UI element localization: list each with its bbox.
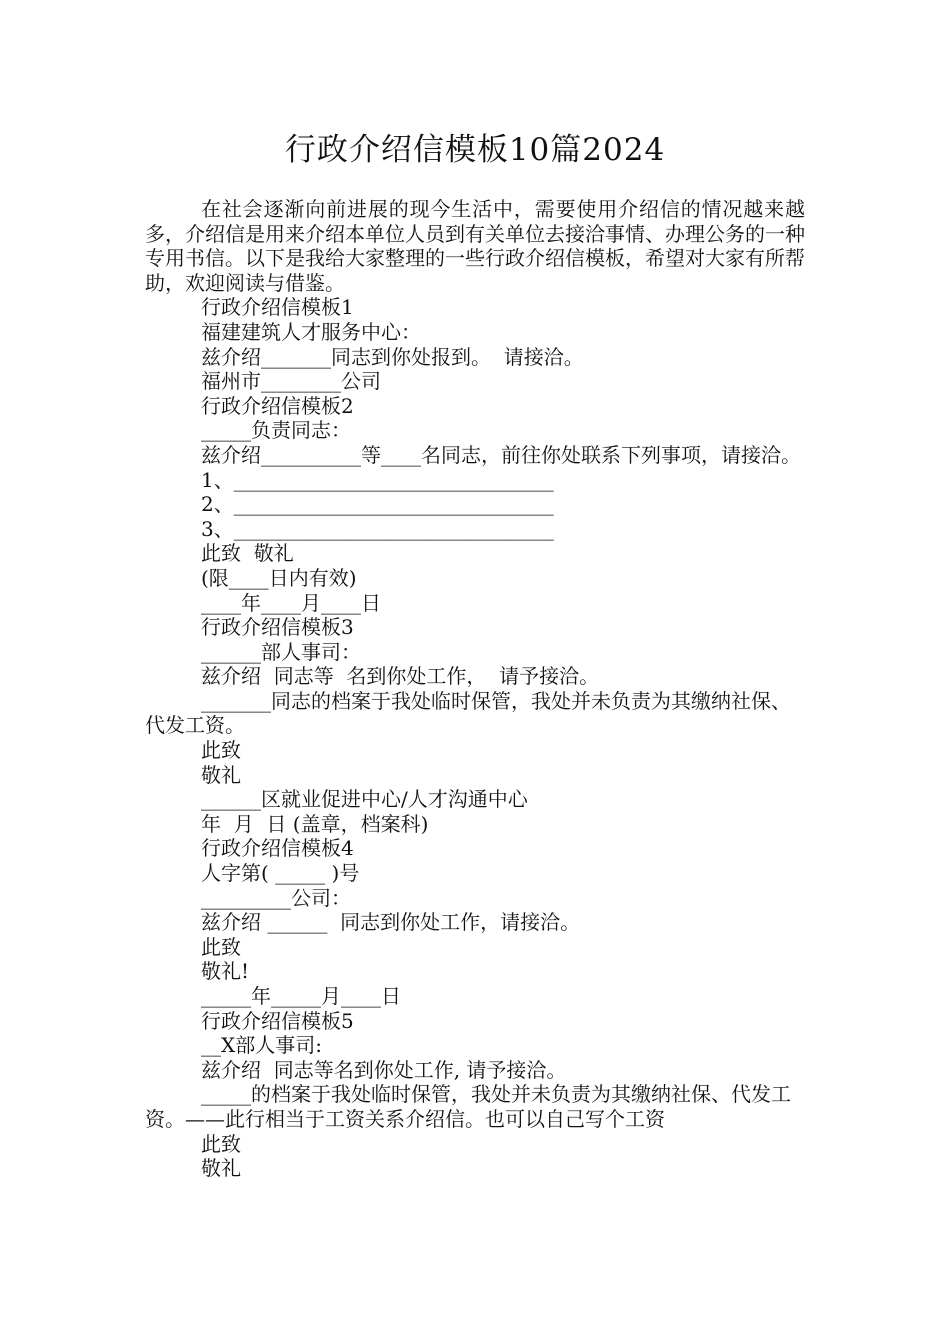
body-line: 兹介绍 同志等名到你处工作, 请予接洽。	[201, 1057, 567, 1082]
list-item: 1、________________________________	[201, 467, 554, 492]
closing-line: 敬礼	[201, 1156, 241, 1181]
list-item: 2、________________________________	[201, 492, 554, 517]
closing-line: 敬礼	[201, 762, 241, 787]
section-heading-5: 行政介绍信模板5	[201, 1008, 354, 1033]
sender-line: 福州市________公司	[201, 369, 381, 394]
intro-paragraph: 在社会逐渐向前进展的现今生活中，需要使用介绍信的情况越来越多，介绍信是用来介绍本单位人员到有关单位去接洽事情、办理公务的一种专用书信。以下是我给大家整理的一些行政介绍信模板，希望对大家有所帮助，欢迎阅读与借鉴。	[145, 197, 805, 295]
document-body	[145, 197, 805, 1181]
closing-line: 此致	[201, 738, 241, 763]
section-heading-2: 行政介绍信模板2	[201, 393, 354, 418]
recipient-line: _________公司：	[201, 885, 351, 910]
body-line: 兹介绍 ______ 同志到你处工作，请接洽。	[201, 910, 581, 935]
section-heading-4: 行政介绍信模板4	[201, 836, 354, 861]
reference-number-line: 人字第( _____ )号	[201, 861, 360, 886]
list-item: 3、________________________________	[201, 516, 554, 541]
recipient-line: _____负责同志：	[201, 418, 351, 443]
closing-line: 此致 敬礼	[201, 541, 294, 566]
body-line: 兹介绍__________等____名同志，前往你处联系下列事项，请接洽。	[201, 442, 801, 467]
recipient-line: __X部人事司:	[201, 1033, 322, 1058]
body-line: _____的档案于我处临时保管，我处并未负责为其缴纳社保、代发工资。——此行相当于工资关系介绍信。也可以自己写个工资	[145, 1082, 791, 1131]
document-title: 行政介绍信模板10篇2024	[284, 132, 666, 168]
date-line: _____年_____月____日	[201, 984, 401, 1008]
recipient-line: 福建建筑人才服务中心：	[201, 319, 421, 344]
closing-line: 此致	[201, 934, 241, 959]
closing-line: 此致	[201, 1131, 241, 1156]
section-heading-3: 行政介绍信模板3	[201, 615, 354, 640]
sender-line: ______区就业促进中心/人才沟通中心	[201, 787, 528, 812]
closing-line: 敬礼!	[201, 959, 250, 984]
body-line: 兹介绍 同志等 名到你处工作， 请予接洽。	[201, 664, 600, 689]
recipient-line: ______部人事司：	[201, 639, 361, 664]
section-heading-1: 行政介绍信模板1	[201, 295, 354, 320]
body-line: 兹介绍_______同志到你处报到。 请接洽。	[201, 344, 584, 369]
date-line: ____年____月____日	[201, 590, 381, 615]
date-line: 年 月 日 (盖章，档案科)	[201, 811, 429, 836]
body-line: _______同志的档案于我处临时保管，我处并未负责为其缴纳社保、代发工资。	[145, 688, 791, 738]
validity-line: (限____日内有效)	[201, 565, 357, 590]
